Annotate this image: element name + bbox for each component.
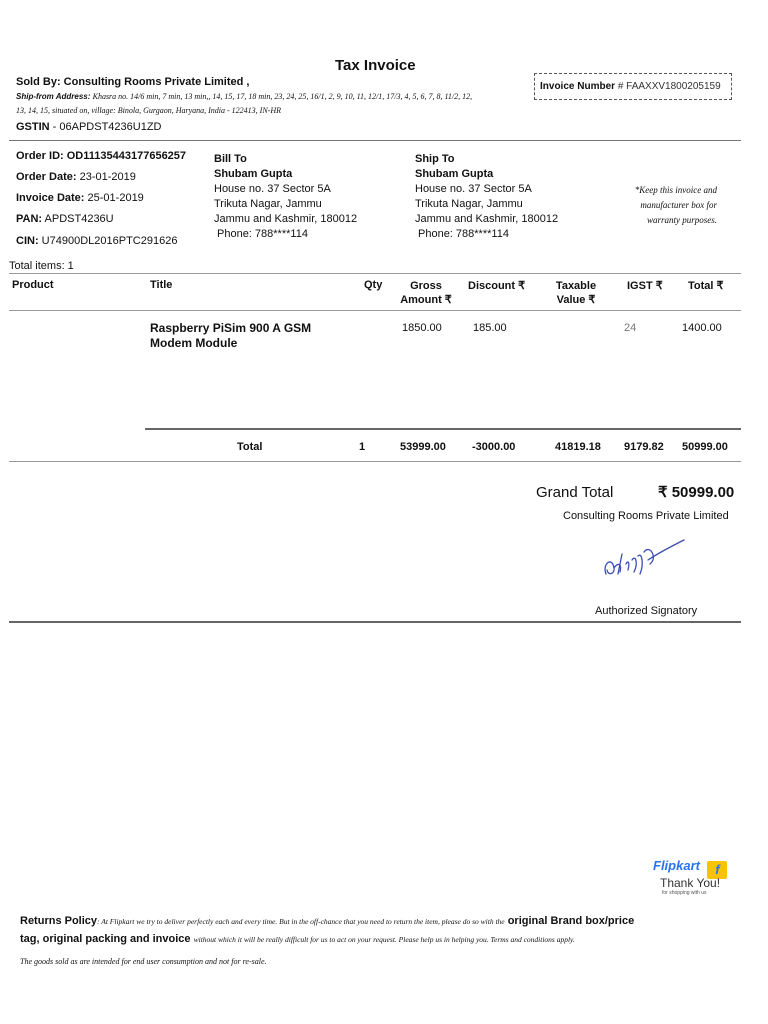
col-taxable-header bbox=[548, 279, 604, 307]
totals-gross: 53999.00 bbox=[400, 441, 446, 453]
pan-value: APDST4236U bbox=[44, 213, 114, 225]
invoice-number-label: Invoice Number bbox=[540, 81, 616, 92]
ship-to-line3: Jammu and Kashmir, 180012 bbox=[415, 213, 559, 225]
order-date-label: Order Date: bbox=[16, 171, 77, 183]
totals-total: 50999.00 bbox=[682, 441, 728, 453]
totals-igst: 9179.82 bbox=[624, 441, 664, 453]
flipkart-bag-icon: f bbox=[707, 861, 727, 879]
table-row-title bbox=[150, 321, 311, 351]
ship-to-name: Shubam Gupta bbox=[415, 168, 494, 180]
signature-divider bbox=[9, 621, 741, 623]
company-name: Consulting Rooms Private Limited bbox=[563, 510, 729, 522]
col-discount-header: Discount ₹ bbox=[468, 280, 526, 292]
grand-total-label: Grand Total bbox=[536, 484, 614, 501]
col-product-header: Product bbox=[12, 279, 54, 291]
table-top-divider bbox=[9, 273, 741, 274]
item-title-line1: Raspberry PiSim 900 A GSM bbox=[150, 321, 312, 335]
ship-to-line1: House no. 37 Sector 5A bbox=[415, 183, 532, 195]
flipkart-thanks: Thank You! bbox=[660, 876, 721, 890]
totals-discount: -3000.00 bbox=[472, 441, 516, 453]
returns-policy-line1 bbox=[20, 915, 634, 927]
signature bbox=[598, 534, 688, 582]
returns-policy-line2 bbox=[20, 933, 575, 945]
pan bbox=[16, 213, 114, 225]
ship-to-line2: Trikuta Nagar, Jammu bbox=[415, 198, 523, 210]
bill-to-phone: Phone: 788****114 bbox=[217, 228, 308, 240]
ship-from-line1: Khasra no. 14/6 min, 7 min, 13 min,, 14, 15, 17, 18 min, 23, 24, 25, 16/1, 2, 9, 10, 11, 12/1, 17/3, 4, 5, 6, 7, 8, 11/2, 12, bbox=[92, 92, 473, 101]
totals-bottom-divider bbox=[9, 461, 741, 462]
gstin-label: GSTIN bbox=[16, 121, 50, 133]
returns-policy-text1: : At Flipkart we try to deliver perfectly each and every time. But in the off-chance that you need to return the item, please do so with the bbox=[97, 917, 505, 926]
ship-from-line2: 13, 14, 15, situated on, village: Binola, Gurgaon, Haryana, India - 122413, IN-HR bbox=[16, 106, 282, 115]
invoice-date bbox=[16, 192, 144, 204]
totals-qty: 1 bbox=[359, 441, 366, 453]
item-title-line2: Modem Module bbox=[150, 336, 238, 350]
col-total-header: Total ₹ bbox=[688, 280, 724, 292]
totals-top-divider bbox=[145, 428, 741, 430]
col-gross-header bbox=[396, 279, 456, 307]
invoice-date-value: 25-01-2019 bbox=[87, 192, 144, 204]
item-total: 1400.00 bbox=[682, 322, 722, 334]
col-igst-header: IGST ₹ bbox=[627, 280, 663, 292]
order-id-value: OD11135443177656257 bbox=[66, 150, 187, 162]
pan-label: PAN: bbox=[16, 213, 43, 225]
invoice-number bbox=[540, 81, 721, 92]
ship-to-phone: Phone: 788****114 bbox=[418, 228, 509, 240]
bill-to-name: Shubam Gupta bbox=[214, 168, 293, 180]
order-id-label: Order ID: bbox=[16, 150, 64, 162]
totals-taxable: 41819.18 bbox=[555, 441, 601, 453]
bill-to-line1: House no. 37 Sector 5A bbox=[214, 183, 331, 195]
item-gross: 1850.00 bbox=[402, 322, 442, 334]
bill-to-line2: Trikuta Nagar, Jammu bbox=[214, 198, 322, 210]
flipkart-brand: Flipkart bbox=[653, 858, 700, 873]
col-title-header: Title bbox=[150, 279, 173, 291]
invoice-title: Tax Invoice bbox=[335, 57, 416, 74]
ship-to-block bbox=[415, 152, 558, 242]
item-igst: 24 bbox=[624, 322, 637, 334]
warranty-note-line1: *Keep this invoice and bbox=[634, 185, 717, 195]
warranty-note-line2: manufacturer box for bbox=[640, 200, 717, 210]
col-taxable-header-line1: Taxable bbox=[555, 280, 597, 292]
ship-from-address bbox=[16, 92, 472, 101]
flipkart-tagline: for shopping with us bbox=[662, 890, 707, 896]
col-taxable-header-line2: Value ₹ bbox=[556, 294, 596, 306]
returns-policy-bold2: tag, original packing and invoice bbox=[20, 933, 191, 945]
returns-policy-heading: Returns Policy bbox=[20, 915, 98, 927]
cin bbox=[16, 235, 177, 247]
col-qty-header: Qty bbox=[364, 279, 383, 291]
footer-note: The goods sold as are intended for end user consumption and not for re-sale. bbox=[20, 957, 267, 966]
bill-to-block bbox=[214, 152, 357, 242]
cin-label: CIN: bbox=[16, 235, 39, 247]
total-items: Total items: 1 bbox=[9, 260, 74, 272]
totals-label: Total bbox=[237, 441, 263, 453]
sold-by: Sold By: Consulting Rooms Private Limited , bbox=[16, 76, 250, 88]
invoice-date-label: Invoice Date: bbox=[16, 192, 85, 204]
order-id bbox=[16, 150, 186, 162]
grand-total-value: ₹ 50999.00 bbox=[658, 484, 735, 501]
bill-to-line3: Jammu and Kashmir, 180012 bbox=[214, 213, 358, 225]
ship-to-heading: Ship To bbox=[415, 153, 455, 165]
header-divider bbox=[9, 140, 741, 141]
invoice-number-value: # FAAXXV1800205159 bbox=[617, 81, 721, 92]
col-gross-header-line1: Gross bbox=[410, 280, 442, 292]
authorized-signatory: Authorized Signatory bbox=[595, 605, 698, 617]
ship-from-label: Ship-from Address: bbox=[16, 92, 91, 101]
col-gross-header-line2: Amount ₹ bbox=[400, 294, 452, 306]
returns-policy-text2: without which it will be really difficult for us to act on your request. Please help us in helping you. Terms and conditions apply. bbox=[193, 935, 575, 944]
returns-policy-bold1: original Brand box/price bbox=[507, 915, 635, 927]
gstin bbox=[16, 121, 162, 133]
order-date bbox=[16, 171, 136, 183]
table-header-divider bbox=[9, 310, 741, 311]
warranty-note-line3: warranty purposes. bbox=[646, 215, 717, 225]
gstin-value: - 06APDST4236U1ZD bbox=[49, 121, 162, 133]
warranty-note bbox=[590, 183, 717, 228]
cin-value: U74900DL2016PTC291626 bbox=[41, 235, 178, 247]
bill-to-heading: Bill To bbox=[214, 153, 247, 165]
item-discount: 185.00 bbox=[473, 322, 507, 334]
order-date-value: 23-01-2019 bbox=[79, 171, 136, 183]
